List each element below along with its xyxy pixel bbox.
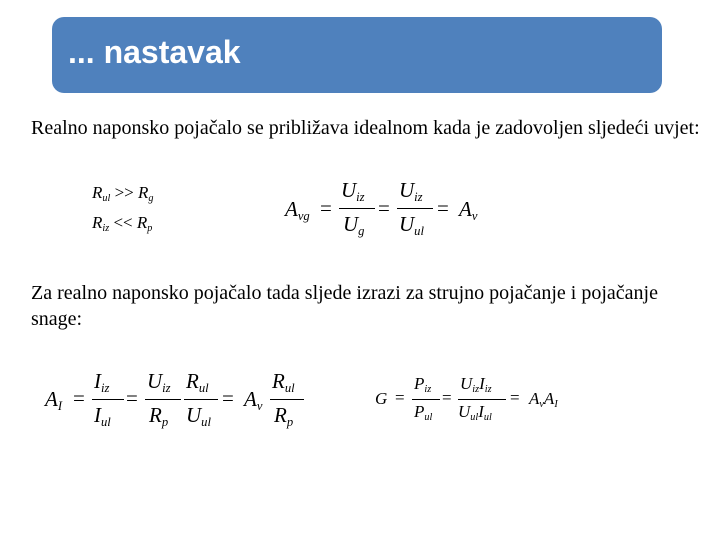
condition-2: $R_{iz} << R_p$ <box>92 213 153 235</box>
second-paragraph: Za realno naponsko pojačalo tada sljede izrazi za strujno pojačanje i pojačanje snage: <box>31 282 658 330</box>
intro-paragraph: Realno naponsko pojačalo se približava idealnom kada je zadovoljen sljedeći uvjet: <box>31 117 700 139</box>
condition-1: $R_{ul} >> R_g$ <box>92 183 154 205</box>
fraction-line <box>339 208 375 209</box>
fraction-line <box>145 399 181 400</box>
fraction-line <box>412 399 440 400</box>
fraction-line <box>270 399 304 400</box>
fraction-line <box>397 208 433 209</box>
fraction-line <box>184 399 218 400</box>
fraction-line <box>458 399 506 400</box>
title-bar <box>52 17 662 93</box>
page-title: ... nastavak <box>68 34 241 70</box>
fraction-line <box>92 399 124 400</box>
